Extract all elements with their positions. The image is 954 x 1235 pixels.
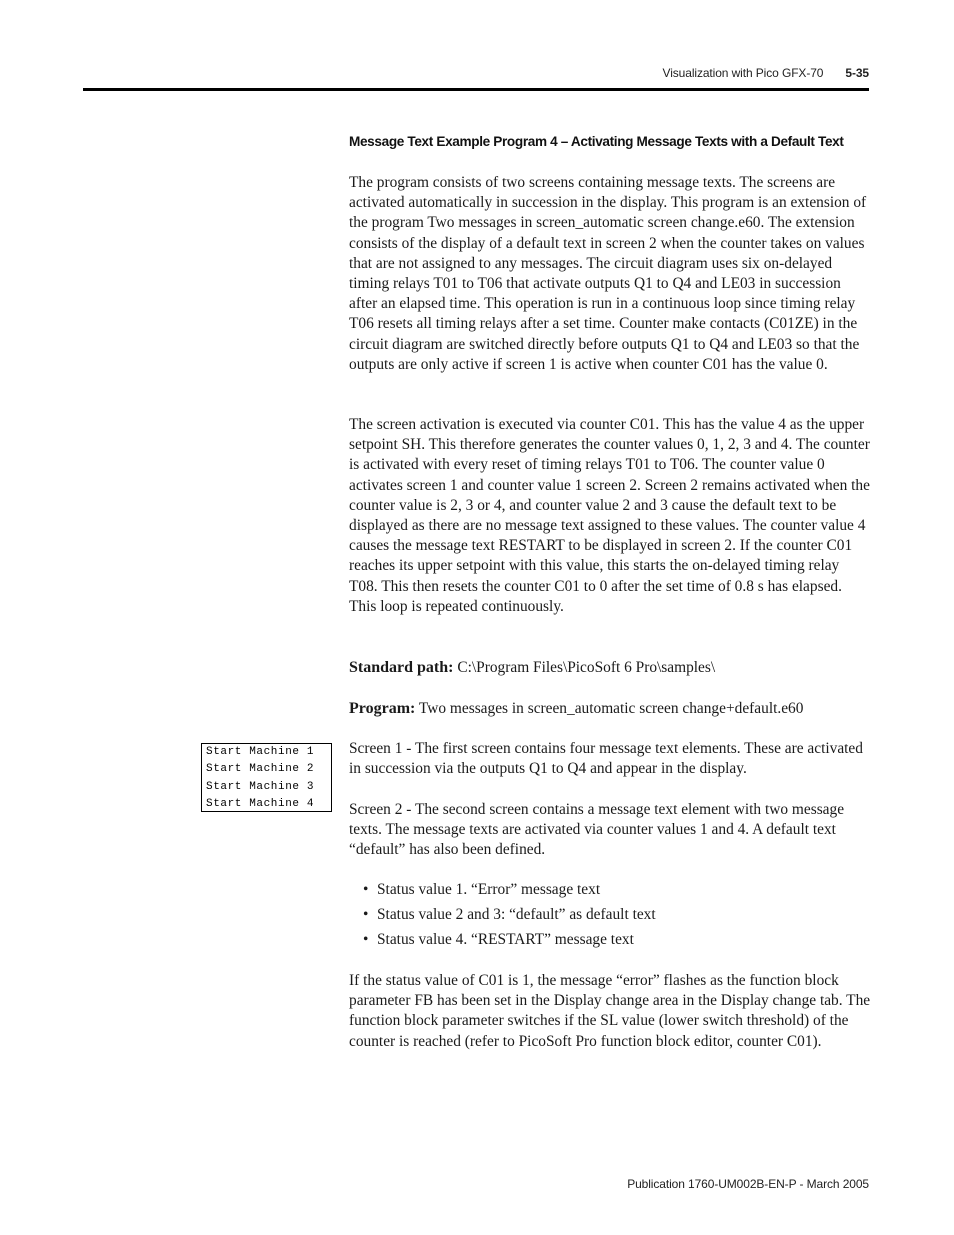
header-rule (83, 88, 869, 91)
screen2-description: Screen 2 - The second screen contains a message text element with two message texts. The message texts are activated via counter values 1 and 4. A default text “default” has also been defined. (349, 801, 845, 859)
lcd-line: Start Machine 4 (206, 797, 315, 810)
lcd-line: Start Machine 2 (206, 763, 315, 776)
program-label: Program: (349, 700, 416, 717)
screen1-description: Screen 1 - The first screen contains four message text elements. These are activated in succession via the outputs Q1 to Q4 and appear in the display. (349, 740, 863, 778)
lcd-line: Start Machine 3 (206, 780, 315, 793)
list-item (363, 930, 871, 955)
list-item (363, 905, 871, 930)
bullet-icon: • (363, 906, 369, 923)
program-name (349, 699, 871, 719)
program-value: Two messages in screen_automatic screen change+default.e60 (418, 700, 804, 717)
bullet-icon: • (363, 881, 369, 898)
intro-paragraph: The program consists of two screens containing message texts. The screens are activated automatically in succession in the display. This program is an extension of the program Two messages in screen_automatic screen change.e60. The extension consists of the display of a default text in screen 2 when the counter takes on values that are not assigned to any messages. The circuit diagram uses six on-delayed timing relays T01 to T06 that activate outputs Q1 to Q4 and LE03 in succession after an elapsed time. This operation is run in a continuous loop since timing relay T06 resets all timing relays after a set time. Counter make contacts (C01ZE) in the circuit diagram are switched directly before outputs Q1 to Q4 and LE03 so that the outputs are only active if screen 1 is active when counter C01 has the value 0. (349, 174, 867, 373)
lcd-display-preview (201, 743, 332, 812)
section-heading: Message Text Example Program 4 – Activating Message Texts with a Default Text (349, 134, 844, 149)
page-number: 5-35 (845, 66, 869, 80)
status-value-list (349, 880, 871, 955)
header-title: Visualization with Pico GFX-70 (662, 66, 824, 80)
lcd-line: Start Machine 1 (206, 746, 315, 758)
standard-path (349, 658, 871, 678)
list-item-text: Status value 4. “RESTART” message text (377, 931, 634, 948)
list-item (363, 880, 871, 905)
standard-path-value: C:\Program Files\PicoSoft 6 Pro\samples\ (457, 659, 716, 676)
activation-paragraph: The screen activation is executed via counter C01. This has the value 4 as the upper setpoint SH. This therefore generates the counter values 0, 1, 2, 3 and 4. The counter is activated with every reset of timing relays T01 to T06. The counter value 0 activates screen 1 and counter value 1 screen 2. Screen 2 remains activated when the counter value is 2, 3 or 4, and counter value 2 and 3 cause the default text to be displayed as there are no message text assigned to these values. The counter value 4 causes the message text RESTART to be displayed in screen 2. If the counter C01 reaches its upper setpoint with this value, this starts the on-delayed timing relay T08. This then resets the counter C01 to 0 after the set time of 0.8 s has elapsed. This loop is repeated continuously. (349, 416, 870, 615)
list-item-text: Status value 2 and 3: “default” as default text (377, 906, 656, 923)
list-item-text: Status value 1. “Error” message text (377, 881, 601, 898)
standard-path-label: Standard path: (349, 659, 454, 676)
bullet-icon: • (363, 931, 369, 948)
closing-paragraph: If the status value of C01 is 1, the message “error” flashes as the function block parameter FB has been set in the Display change area in the Display change tab. The function block parameter switches if the SL value (lower switch threshold) of the counter is reached (refer to PicoSoft Pro function block editor, counter C01). (349, 972, 871, 1050)
running-header (663, 66, 869, 80)
publication-footer: Publication 1760-UM002B-EN-P - March 2005 (627, 1177, 869, 1191)
